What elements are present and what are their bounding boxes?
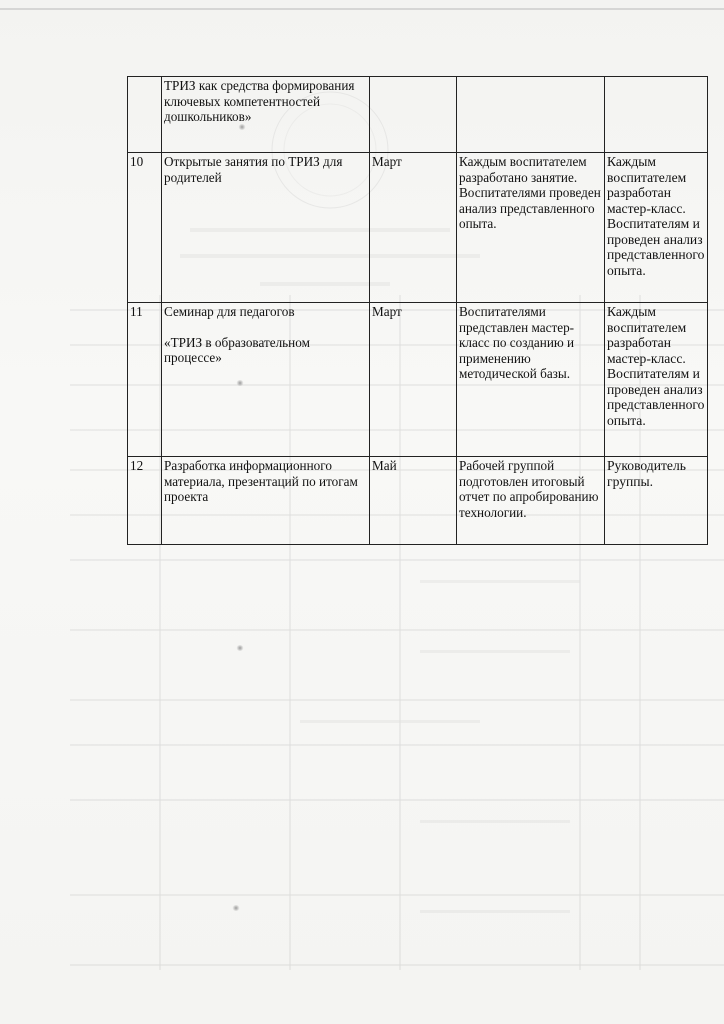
row-number: 10 [128,153,162,303]
project-plan-table [127,76,708,545]
event-cell [162,153,370,303]
date-cell: Март [370,153,457,303]
table-row [128,457,708,545]
event-text: Разработка информационного материала, презентаций по итогам проекта [164,458,358,504]
scan-speck [236,645,244,651]
responsible-cell: Каждым воспитателем разработан мастер-класс. Воспитателям и проведен анализ представленного опыта. [605,303,708,457]
event-text: Открытые занятия по ТРИЗ для родителей [164,154,343,185]
responsible-cell: Руководитель группы. [605,457,708,545]
result-cell: Каждым воспитателем разработано занятие. Воспитателями проведен анализ представленного опыта. [457,153,605,303]
event-cell [162,303,370,457]
table-row [128,303,708,457]
date-cell: Май [370,457,457,545]
row-number: 12 [128,457,162,545]
event-cell [162,457,370,545]
date-cell [370,77,457,153]
table-row [128,77,708,153]
row-number: 11 [128,303,162,457]
event-subtitle: «ТРИЗ в образовательном процессе» [164,334,310,365]
row-number [128,77,162,153]
event-text: Семинар для педагогов [164,304,295,319]
responsible-cell [605,77,708,153]
responsible-cell: Каждым воспитателем разработан мастер-класс. Воспитателям и проведен анализ представленного опыта. [605,153,708,303]
event-text: ТРИЗ как средства формирования ключевых компетентностей дошкольников» [164,78,355,124]
scan-speck [232,905,240,911]
result-cell: Воспитателями представлен мастер-класс по созданию и применению методической базы. [457,303,605,457]
table-row [128,153,708,303]
result-cell [457,77,605,153]
date-cell: Март [370,303,457,457]
scan-edge-line [0,8,724,10]
result-cell: Рабочей группой подготовлен итоговый отчет по апробированию технологии. [457,457,605,545]
event-cell [162,77,370,153]
